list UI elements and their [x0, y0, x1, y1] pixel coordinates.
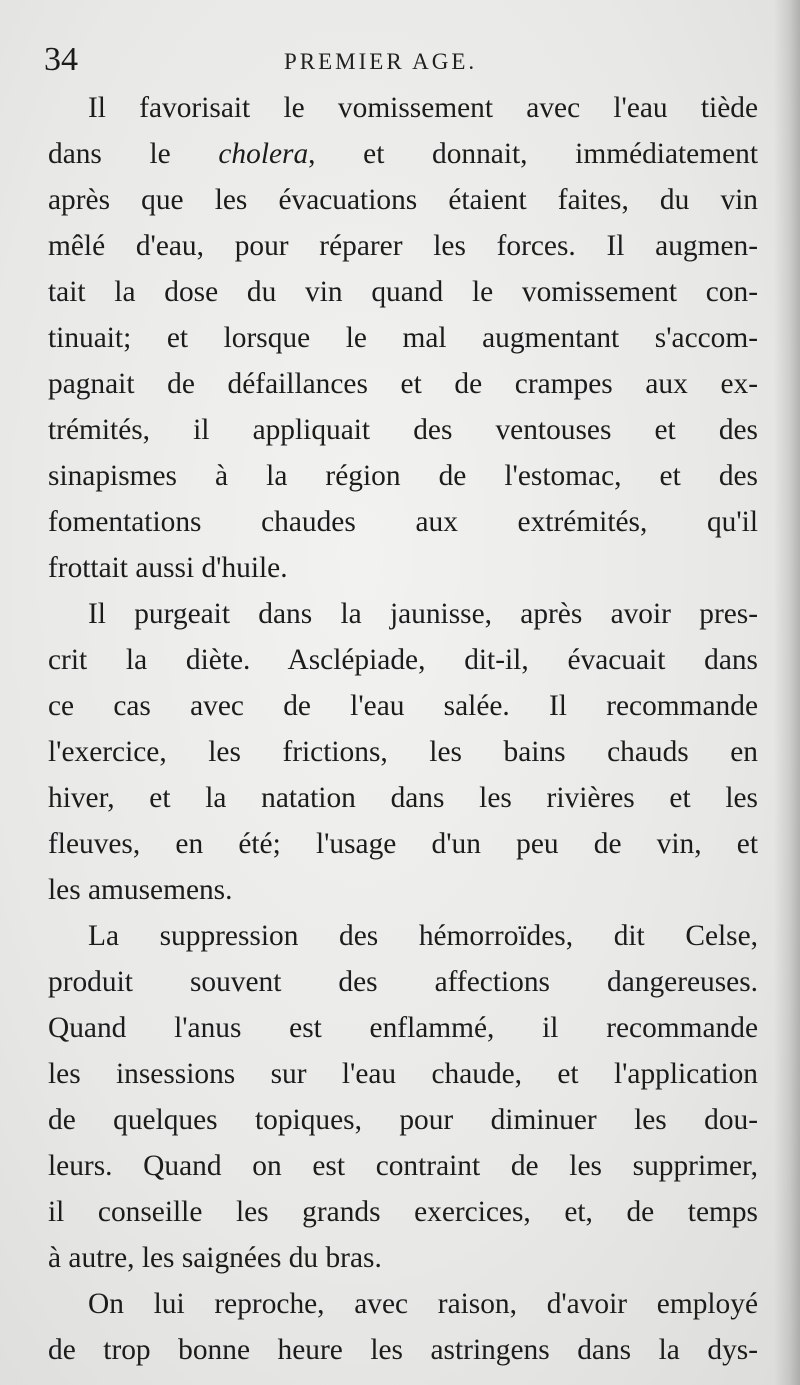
text-line: de trop bonne heure les astringens dans la dys- — [48, 1334, 758, 1366]
text-line: tinuait; et lorsque le mal augmentant s'accom- — [48, 322, 758, 354]
text-line: pagnait de défaillances et de crampes aux ex- — [48, 368, 758, 400]
text-line: à autre, les saignées du bras. — [48, 1242, 382, 1274]
text-line: fleuves, en été; l'usage d'un peu de vin, et — [48, 828, 758, 860]
text-line: après que les évacuations étaient faites, du vin — [48, 184, 758, 216]
text-line: On lui reproche, avec raison, d'avoir employé — [88, 1288, 758, 1320]
paragraph — [48, 913, 758, 1281]
text-line: sinapismes à la région de l'estomac, et des — [48, 460, 758, 492]
text-line: de quelques topiques, pour diminuer les dou- — [48, 1104, 758, 1136]
body-text — [48, 85, 758, 1373]
text-line: les insessions sur l'eau chaude, et l'application — [48, 1058, 758, 1090]
text-line: crit la diète. Asclépiade, dit-il, évacuait dans — [48, 644, 758, 676]
text-line: Il purgeait dans la jaunisse, après avoir pres- — [88, 598, 758, 630]
text-line: l'exercice, les frictions, les bains chauds en — [48, 736, 758, 768]
text-segment: , et donnait, immédiatement — [308, 138, 758, 170]
text-line: produit souvent des affections dangereuses. — [48, 966, 758, 998]
page-number: 34 — [44, 41, 78, 78]
text-line: leurs. Quand on est contraint de les supprimer, — [48, 1150, 758, 1182]
text-line — [48, 131, 758, 177]
text-line: fomentations chaudes aux extrémités, qu'il — [48, 506, 758, 538]
text-line: frottait aussi d'huile. — [48, 552, 288, 584]
text-line: Il favorisait le vomissement avec l'eau tiède — [88, 92, 758, 124]
paragraph — [48, 1281, 758, 1373]
text-segment: dans le — [48, 138, 219, 170]
text-line: tait la dose du vin quand le vomissement con- — [48, 276, 758, 308]
text-line: il conseille les grands exercices, et, de temps — [48, 1196, 758, 1228]
text-line: les amusemens. — [48, 874, 233, 906]
text-line: mêlé d'eau, pour réparer les forces. Il augmen- — [48, 230, 758, 262]
italic-term: cholera — [218, 138, 309, 170]
page-edge-shadow — [774, 0, 800, 1385]
text-line: Quand l'anus est enflammé, il recommande — [48, 1012, 758, 1044]
page-header — [44, 38, 756, 82]
paragraph — [48, 85, 758, 591]
paragraph — [48, 591, 758, 913]
text-line: trémités, il appliquait des ventouses et des — [48, 414, 758, 446]
running-head: PREMIER AGE. — [284, 49, 478, 74]
text-line: La suppression des hémorroïdes, dit Celse, — [88, 920, 758, 952]
text-line: hiver, et la natation dans les rivières et les — [48, 782, 758, 814]
text-line: ce cas avec de l'eau salée. Il recommande — [48, 690, 758, 722]
